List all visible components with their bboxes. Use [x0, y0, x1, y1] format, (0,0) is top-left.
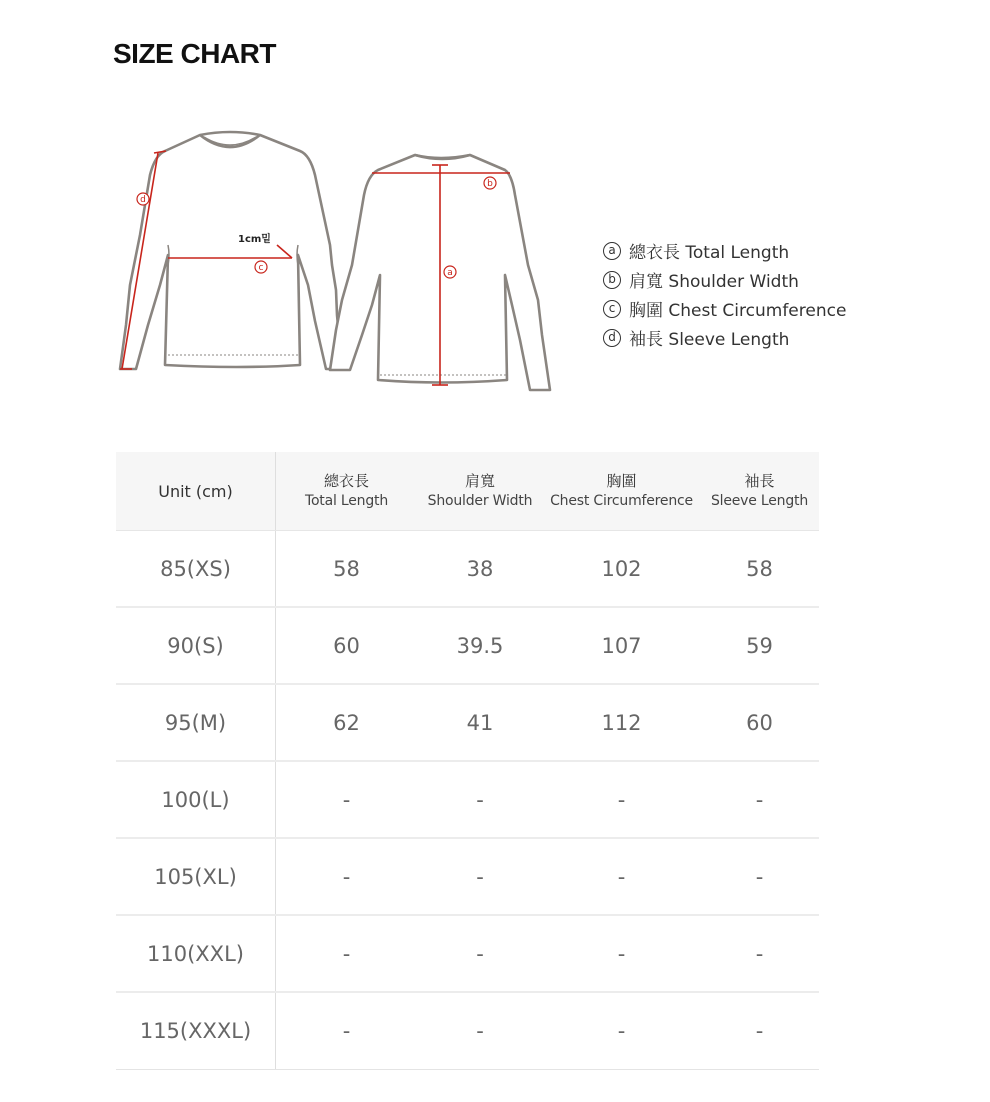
- table-row: [116, 839, 819, 916]
- table-cell: 107: [601, 633, 642, 658]
- size-label: 100(L): [116, 762, 276, 837]
- legend-label: 肩寬 Shoulder Width: [629, 272, 799, 292]
- column-header-en: Total Length: [304, 493, 389, 509]
- legend-item-chest-circumference: [603, 294, 846, 323]
- marker-d: [137, 193, 149, 205]
- table-cell: -: [755, 941, 764, 966]
- page-title: SIZE CHART: [113, 38, 276, 69]
- column-header-shoulder-width: [417, 471, 543, 511]
- table-cell: 62: [333, 710, 360, 735]
- table-cell: 59: [746, 633, 773, 658]
- note-1cm-label: 1cm밑: [238, 234, 271, 245]
- column-header-total-length: [276, 471, 417, 511]
- legend-label: 總衣長 Total Length: [629, 243, 790, 263]
- size-label: 85(XS): [116, 531, 276, 606]
- table-cell: -: [476, 787, 484, 812]
- column-header-zh: 胸圍: [606, 472, 637, 490]
- svg-text:a: a: [447, 268, 453, 278]
- column-header-sleeve-length: [700, 471, 819, 511]
- column-header-zh: 總衣長: [323, 472, 369, 490]
- table-cell: -: [342, 864, 351, 889]
- table-cell: 41: [466, 710, 494, 735]
- table-cell: -: [342, 787, 351, 812]
- table-cell: 39.5: [456, 633, 504, 658]
- svg-text:c: c: [258, 263, 264, 273]
- table-row: [116, 531, 819, 608]
- marker-a: [444, 266, 456, 278]
- size-label: 95(M): [116, 685, 276, 760]
- column-header-zh: 肩寬: [464, 472, 495, 490]
- table-cell: -: [617, 941, 626, 966]
- table-cell: -: [476, 1019, 484, 1043]
- legend-letter-d: d: [603, 329, 621, 347]
- front-tshirt-illustration: [120, 132, 342, 369]
- column-header-en: Sleeve Length: [710, 493, 809, 509]
- legend-letter-b: b: [603, 271, 621, 289]
- table-header: [116, 452, 819, 531]
- legend-label: 胸圍 Chest Circumference: [629, 301, 847, 321]
- column-header-en: Shoulder Width: [427, 493, 533, 509]
- legend-item-shoulder-width: [603, 265, 846, 294]
- legend-letter-c: c: [603, 300, 621, 318]
- table-cell: 60: [333, 633, 360, 658]
- measurement-legend: [603, 236, 846, 352]
- legend-item-total-length: [603, 236, 846, 265]
- table-row: [116, 993, 819, 1070]
- table-cell: 112: [601, 710, 642, 735]
- table-row: [116, 762, 819, 839]
- size-label: 105(XL): [116, 839, 276, 914]
- table-cell: -: [755, 864, 764, 889]
- column-header-chest: [543, 471, 700, 511]
- table-cell: -: [476, 864, 484, 889]
- size-table: [116, 452, 819, 1070]
- table-cell: 58: [333, 556, 360, 581]
- table-cell: -: [342, 941, 351, 966]
- svg-text:d: d: [140, 195, 146, 205]
- table-cell: 58: [746, 556, 773, 581]
- garment-diagram: [110, 125, 570, 400]
- table-cell: 60: [746, 710, 773, 735]
- marker-b: [484, 177, 496, 189]
- table-cell: -: [342, 1019, 351, 1043]
- svg-text:b: b: [487, 179, 493, 189]
- legend-item-sleeve-length: [603, 323, 846, 352]
- table-cell: -: [476, 941, 484, 966]
- table-row: [116, 916, 819, 993]
- table-cell: 102: [601, 556, 642, 581]
- table-cell: -: [755, 787, 764, 812]
- table-cell: -: [617, 1019, 626, 1043]
- marker-c: [255, 261, 267, 273]
- legend-label: 袖長 Sleeve Length: [629, 330, 790, 350]
- unit-header: Unit (cm): [116, 452, 276, 530]
- table-cell: -: [755, 1019, 764, 1043]
- column-header-zh: 袖長: [744, 472, 775, 490]
- table-cell: -: [617, 787, 626, 812]
- column-header-en: Chest Circumference: [550, 493, 693, 509]
- size-label: 115(XXXL): [116, 993, 276, 1069]
- table-cell: -: [617, 864, 626, 889]
- table-row: [116, 685, 819, 762]
- size-label: 110(XXL): [116, 916, 276, 991]
- size-label: 90(S): [116, 608, 276, 683]
- table-cell: 38: [466, 556, 494, 581]
- table-row: [116, 608, 819, 685]
- legend-letter-a: a: [603, 242, 621, 260]
